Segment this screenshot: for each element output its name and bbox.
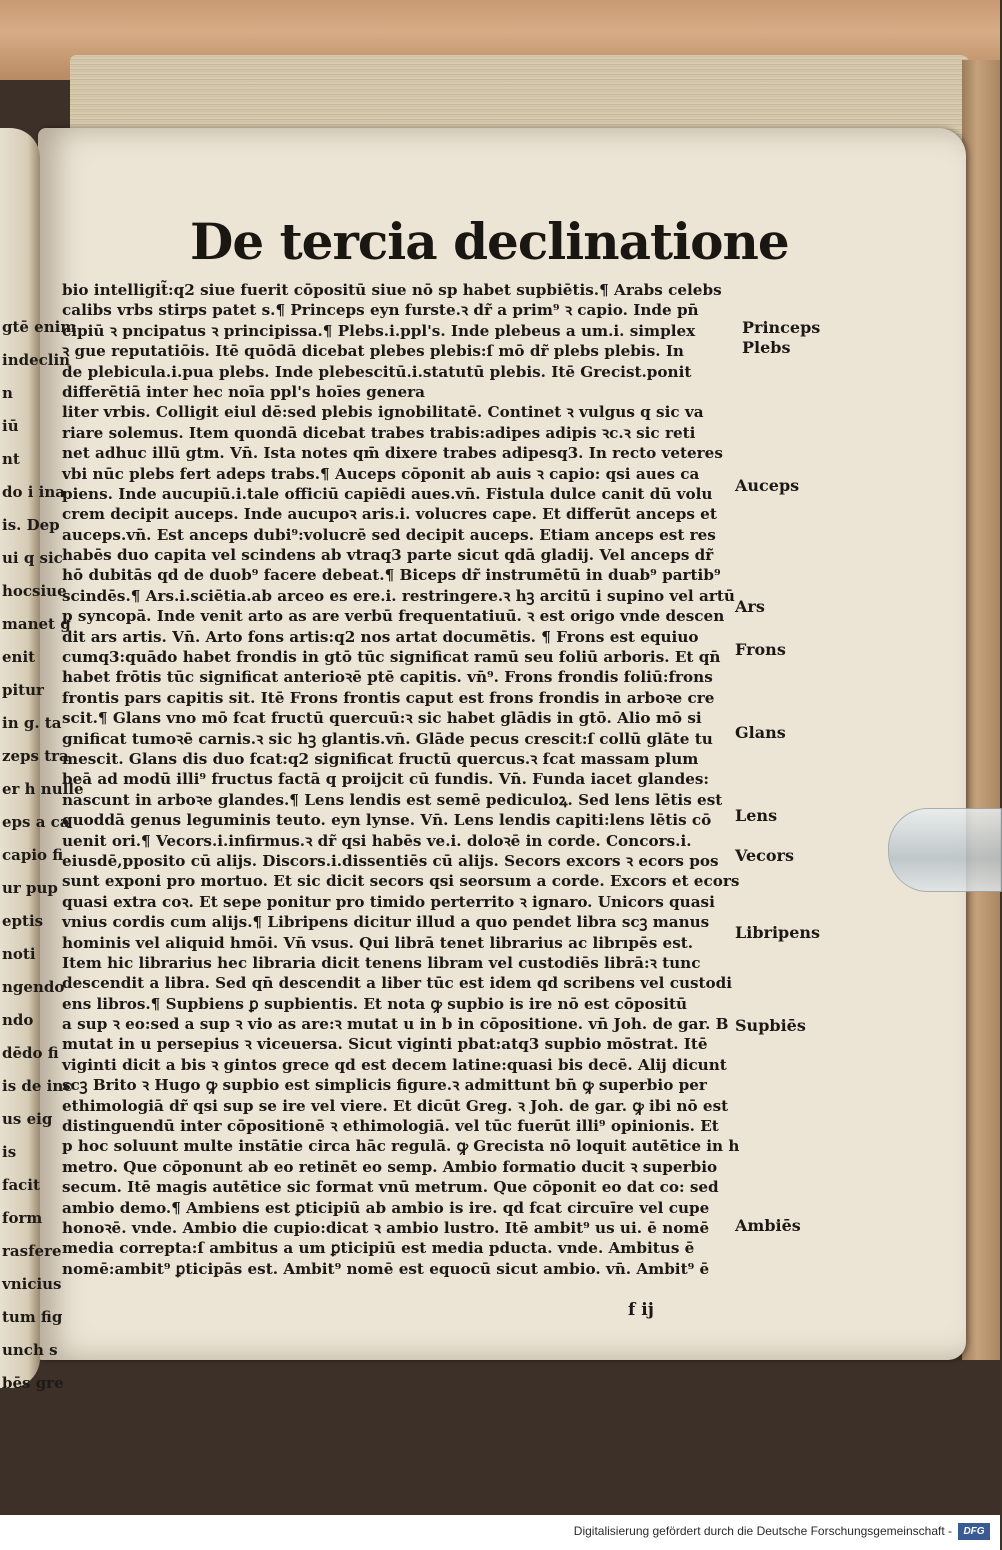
margin-note: Supbiēs bbox=[735, 1016, 806, 1035]
text-line: secum. Itē magis autētice sic format vnū metrum. Que cōponit eo dat co: sed bbox=[62, 1178, 719, 1197]
text-line: eiusdē,pposito cū alijs. Discors.i.dissentiēs cū alijs. Secors excors ꝛ ecors pos bbox=[62, 851, 719, 870]
text-line: metro. Que cōponunt ab eo retinēt eo semp. Ambio formatio ducit ꝛ superbio bbox=[62, 1157, 718, 1176]
text-line: honoꝛē. vnde. Ambio die cupio:dicat ꝛ ambio lustro. Itē ambit⁹ us ui. ē nomē bbox=[62, 1218, 710, 1237]
footer-credit: Digitalisierung gefördert durch die Deutsche Forschungsgemeinschaft - bbox=[573, 1524, 952, 1538]
text-line: mutat in u persepius ꝛ viceuersa. Sicut viginti pbat:atq3 supbio mōstrat. Itē bbox=[62, 1035, 708, 1054]
text-line: viginti dicit a bis ꝛ gintos grece qd est decem latine:quasi bis decē. Alij dicunt bbox=[62, 1055, 727, 1074]
text-line: Item hic librarius hec libraria dicit tenens libram vel custodiēs librā:ꝛ tunc bbox=[62, 953, 701, 972]
facing-page-fragment: hocsiue bbox=[2, 582, 67, 600]
text-line: scindēs.¶ Ars.i.sciētia.ab arceo es ere.i. restringere.ꝛ hꝫ arcitū i supino vel artū bbox=[62, 586, 735, 605]
facing-page-fragment: ur pup bbox=[2, 879, 58, 897]
facing-page-fragment: gtē enim bbox=[2, 318, 77, 336]
text-line: nascunt in arboꝛe glandes.¶ Lens lendis est semē pediculoꝝ. Sed lens lētis est bbox=[62, 790, 723, 809]
signature-mark: f ij bbox=[628, 1300, 654, 1320]
text-line: ambio demo.¶ Ambiens est ꝑticipiū ab ambio is ire. qd fcat circuīre vel cupe bbox=[62, 1198, 710, 1217]
text-line: descendit a libra. Sed qn̄ descendit a liber tūc est idem qd scribens vel custodi bbox=[62, 974, 733, 993]
facing-page-fragment: nt bbox=[2, 450, 20, 468]
margin-note: Princeps bbox=[742, 318, 821, 337]
text-line: cumq3:quādo habet frondis in gtō tūc significat ramū seu foliū arboris. Et qn̄ bbox=[62, 648, 721, 667]
body-text bbox=[62, 280, 740, 1279]
facing-page-fragment: ndo bbox=[2, 1011, 34, 1029]
text-line: beā ad modū illi⁹ fructus factā q proijcit cū fundis. Vn̄. Funda iacet glandes: bbox=[62, 770, 710, 789]
text-line: ens libros.¶ Supbiens ꝑ supbientis. Et nota ꝙ supbio is ire nō est cōpositū bbox=[62, 994, 688, 1013]
facing-page-fragment: iū bbox=[2, 417, 19, 435]
text-line: riare solemus. Item quondā dicebat trabes trabis:adipes adipis ꝛc.ꝛ sic reti bbox=[62, 423, 696, 442]
text-line: net adhuc illū gtm. Vn̄. Ista notes qm̄ dixere trabes adipesq3. In recto veteres bbox=[62, 444, 723, 463]
text-line: sunt exponi pro mortuo. Et sic dicit secors qsi seorsum a corde. Excors et ecors bbox=[62, 872, 740, 891]
text-line: piens. Inde aucupiū.i.tale officiū capiēdi aues.vn̄. Fistula dulce canit dū volu bbox=[62, 484, 713, 503]
text-line: nomē:ambit⁹ ꝑticipās est. Ambit⁹ nomē est equocū sicut ambio. vn̄. Ambit⁹ ē bbox=[62, 1259, 710, 1278]
page-heading: De tercia declinatione bbox=[190, 212, 789, 271]
facing-page-fragment: tum fig bbox=[2, 1308, 63, 1326]
text-line: frontis pars capitis sit. Itē Frons frontis caput est frons frondis in arboꝛe cre bbox=[62, 688, 715, 707]
facing-page-fragment: rasfere bbox=[2, 1242, 62, 1260]
text-line: cipiū ꝛ pncipatus ꝛ principissa.¶ Plebs.i.ppl's. Inde plebeus a um.i. simplex bbox=[62, 321, 696, 340]
dfg-logo: DFG bbox=[958, 1523, 990, 1540]
text-line: p syncopā. Inde venit arto as are verbū frequentatiuū. ꝛ est origo vnde descen bbox=[62, 607, 725, 626]
facing-page-fragment: pitur bbox=[2, 681, 44, 699]
margin-note: Plebs bbox=[742, 338, 791, 357]
facing-page-fragment: n bbox=[2, 384, 13, 402]
facing-page-fragment: bēs gre bbox=[2, 1374, 64, 1392]
facing-page-fragment: us eig bbox=[2, 1110, 53, 1128]
text-line: crem decipit auceps. Inde aucupoꝛ aris.i. volucres cape. Et differūt anceps et bbox=[62, 505, 717, 524]
text-line: quasi extra coꝛ. Et sepe ponitur pro timido perterrito ꝛ ignaro. Unicors quasi bbox=[62, 892, 715, 911]
facing-page-fragment: indeclin bbox=[2, 351, 71, 369]
facing-page-fragment: form bbox=[2, 1209, 43, 1227]
text-line: differētiā inter hec noīa ppl's hoīes genera bbox=[62, 382, 425, 401]
text-line: calibs vrbs stirps patet s.¶ Princeps eyn furste.ꝛ dr̃ a prim⁹ ꝛ capio. Inde pn̄ bbox=[62, 301, 699, 320]
facing-page-fragment: capio fi bbox=[2, 846, 64, 864]
facing-page-fragment: do i ina bbox=[2, 483, 65, 501]
facing-page-fragment: enit bbox=[2, 648, 36, 666]
facing-page-fragment: ngendo bbox=[2, 978, 65, 996]
text-line: media correpta:ſ ambitus a um ꝑticipiū est media pducta. vnde. Ambitus ē bbox=[62, 1239, 695, 1258]
facing-page-fragment: vnicius bbox=[2, 1275, 62, 1293]
facing-page-fragment: is. Dep bbox=[2, 516, 60, 534]
facing-page-fragment: zeps tra bbox=[2, 747, 69, 765]
margin-note: Ars bbox=[735, 597, 765, 616]
text-line: auceps.vn̄. Est anceps dubi⁹:volucrē sed decipit auceps. Etiam anceps est res bbox=[62, 525, 716, 544]
text-line: bio intelligit̃:q2 siue fuerit cōpositū siue nō sp habet supbiētis.¶ Arabs celebs bbox=[62, 281, 722, 299]
text-line: vbi nūc plebs fert adeps trabs.¶ Auceps cōponit ab auis ꝛ capio: qsi aues ca bbox=[62, 464, 700, 483]
book-board-right bbox=[962, 60, 1000, 1360]
facing-page-fragment: ui q sic bbox=[2, 549, 63, 567]
margin-note: Lens bbox=[735, 806, 778, 825]
text-line: mescit. Glans dis duo fcat:q2 significat fructū quercus.ꝛ fcat massam plum bbox=[62, 749, 699, 768]
facing-page-fragment: is de inc bbox=[2, 1077, 73, 1095]
facing-page-fragment: is bbox=[2, 1143, 17, 1161]
text-line: hominis vel aliquid hmōi. Vn̄ vsus. Qui librā tenet librarius ac librıpēs est. bbox=[62, 933, 694, 952]
facing-page-fragment: in g. ta bbox=[2, 714, 62, 732]
text-line: vnius cordis cum alijs.¶ Libripens dicitur illud a quo pendet libra scꝫ manus bbox=[62, 913, 710, 932]
margin-note: Vecors bbox=[735, 846, 794, 865]
margin-note: Auceps bbox=[735, 476, 800, 495]
facing-page-fragment: facit bbox=[2, 1176, 40, 1194]
facing-page-fragment: er h nulle bbox=[2, 780, 84, 798]
facing-page-fragment: unch s bbox=[2, 1341, 58, 1359]
text-line: ꝛ gue reputatiōis. Itē quōdā dicebat plebes plebis:ſ mō dr̃ plebs plebis. In bbox=[62, 342, 684, 361]
margin-note: Glans bbox=[735, 723, 786, 742]
text-line: gnificat tumoꝛē carnis.ꝛ sic hꝫ glantis.vn̄. Glāde pecus crescit:ſ collū glāte tu bbox=[62, 729, 713, 748]
facing-page-fragment: dēdo fi bbox=[2, 1044, 59, 1062]
text-line: dit ars artis. Vn̄. Arto fons artis:q2 nos artat documētis. ¶ Frons est equiuo bbox=[62, 627, 699, 646]
facing-page-fragment: eps a ca bbox=[2, 813, 70, 831]
footer-bar bbox=[0, 1515, 1000, 1550]
margin-note: Libripens bbox=[735, 923, 821, 942]
text-line: a sup ꝛ eo:sed a sup ꝛ vio as are:ꝛ mutat u in b in cōpositione. vn̄ Joh. de gar. B bbox=[62, 1015, 729, 1034]
margin-note: Ambiēs bbox=[735, 1216, 801, 1235]
text-line: distinguendū inter cōpositionē ꝛ ethimologiā. vel tūc fuerūt illi⁹ opinionis. Et bbox=[62, 1117, 719, 1136]
text-line: scꝫ Brito ꝛ Hugo ꝙ supbio est simplicis figure.ꝛ admittunt bn̄ ꝙ superbio per bbox=[62, 1076, 707, 1095]
facing-page-fragment: manet g bbox=[2, 615, 71, 633]
text-line: hō dubitās qd de duob⁹ facere debeat.¶ Biceps dr̃ instrumētū in duab⁹ partib⁹ bbox=[62, 566, 721, 585]
facing-page bbox=[0, 128, 84, 1392]
text-line: habet frōtis tūc significat anterioꝛē ptē capitis. vn̄⁹. Frons frondis foliū:frons bbox=[62, 668, 713, 687]
text-line: habēs duo capita vel scindens ab vtraq3 parte sicut qdā gladij. Vel anceps dr̃ bbox=[62, 546, 714, 565]
text-line: scit.¶ Glans vno mō fcat fructū quercuū:ꝛ sic habet glādis in gtō. Alio mō si bbox=[62, 709, 702, 728]
text-line: liter vrbis. Colligit eiul dē:sed plebis ignobilitatē. Continet ꝛ vulgus q sic va bbox=[62, 403, 704, 422]
text-line: p hoc soluunt multe instātie circa hāc regulā. ꝙ Grecista nō loquit autētice in h bbox=[62, 1137, 740, 1156]
margin-note: Frons bbox=[735, 640, 786, 659]
text-line: uenit ori.¶ Vecors.i.infirmus.ꝛ dr̃ qsi habēs ve.i. doloꝛē in corde. Concors.i. bbox=[62, 831, 692, 850]
text-line: ethimologiā dr̃ qsi sup se ire vel viere. Et dicūt Greg. ꝛ Joh. de gar. ꝙ ibi nō est bbox=[62, 1096, 729, 1115]
facing-page-fragment: noti bbox=[2, 945, 36, 963]
text-line: de plebicula.i.pua plebs. Inde plebescitū.i.statutū plebis. Itē Grecist.ponit bbox=[62, 362, 692, 381]
page-clip bbox=[888, 808, 1002, 892]
facing-page-fragment: eptis bbox=[2, 912, 44, 930]
text-line: quoddā genus leguminis teuto. eyn lynse. Vn̄. Lens lendis capiti:lens lētis cō bbox=[62, 811, 712, 830]
